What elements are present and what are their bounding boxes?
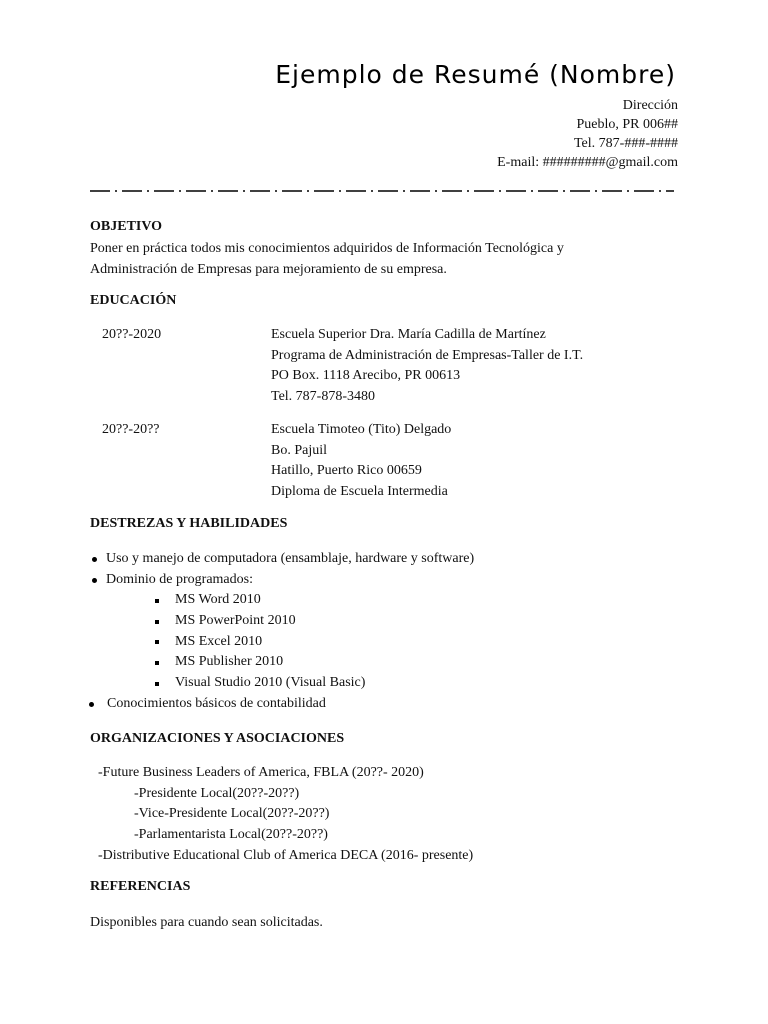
objective-line-2: Administración de Empresas para mejoramiento de su empresa. [90,262,447,277]
education-line: Bo. Pajuil [271,442,328,458]
program-text: MS Excel 2010 [175,633,263,649]
education-line: Diploma de Escuela Intermedia [271,483,448,499]
bullet-dot-icon [92,578,97,583]
address-label: Dirección [622,98,678,113]
list-item [90,570,690,591]
references-heading: REFERENCIAS [90,879,191,894]
education-line: Escuela Timoteo (Tito) Delgado [271,422,452,437]
organization-role: -Parlamentarista Local(20??-20??) [134,827,328,843]
skill-text: Conocimientos básicos de contabilidad [107,695,326,711]
bullet-square-icon [155,661,159,665]
program-text: MS Publisher 2010 [175,654,284,670]
organization-role: -Vice-Presidente Local(20??-20??) [134,806,330,822]
bullet-square-icon [155,599,159,603]
program-text: MS Word 2010 [175,592,261,608]
phone-line: Tel. 787-###-#### [573,136,678,151]
bullet-square-icon [155,682,159,686]
bullet-dot-icon [89,702,94,707]
education-years: 20??-20?? [102,422,160,437]
organization-role: -Presidente Local(20??-20??) [134,785,300,801]
education-line: PO Box. 1118 Arecibo, PR 00613 [271,368,461,383]
resume-title: Ejemplo de Resumé (Nombre) [275,60,676,89]
objective-text [90,238,690,280]
list-item [90,590,690,611]
education-line: Escuela Superior Dra. María Cadilla de Martínez [271,327,546,342]
list-item [90,652,690,673]
header-divider [90,185,674,197]
skill-text: Dominio de programados: [106,571,253,587]
skill-text: Uso y manejo de computadora (ensamblaje, hardware y software) [106,551,475,566]
education-line: Programa de Administración de Empresas-Taller de I.T. [271,347,584,363]
references-text: Disponibles para cuando sean solicitadas. [90,915,323,930]
program-text: MS PowerPoint 2010 [175,613,296,629]
education-details [271,325,583,407]
list-item [90,549,690,570]
education-heading: EDUCACIÓN [90,293,177,308]
city-line: Pueblo, PR 006## [576,117,678,132]
skills-heading: DESTREZAS Y HABILIDADES [90,516,288,531]
bullet-square-icon [155,640,159,644]
education-years: 20??-2020 [102,327,162,342]
contact-block [497,96,678,172]
education-line: Tel. 787-878-3480 [271,388,376,404]
list-item [90,673,690,694]
skills-list [90,549,690,715]
education-line: Hatillo, Puerto Rico 00659 [271,463,422,478]
list-item [90,611,690,632]
objective-heading: OBJETIVO [90,219,163,234]
objective-line-1: Poner en práctica todos mis conocimientos adquiridos de Información Tecnológica y [90,241,564,256]
program-text: Visual Studio 2010 (Visual Basic) [175,675,366,691]
bullet-square-icon [155,620,159,624]
education-details [271,420,451,502]
list-item [90,694,690,715]
bullet-dot-icon [92,557,97,562]
organizations-list [98,763,473,867]
organization-line: -Future Business Leaders of America, FBLA (20??- 2020) [98,765,424,780]
list-item [90,632,690,653]
email-line: E-mail: #########@gmail.com [497,155,678,170]
organization-line: -Distributive Educational Club of America DECA (2016- presente) [98,847,474,863]
organizations-heading: ORGANIZACIONES Y ASOCIACIONES [90,731,345,746]
